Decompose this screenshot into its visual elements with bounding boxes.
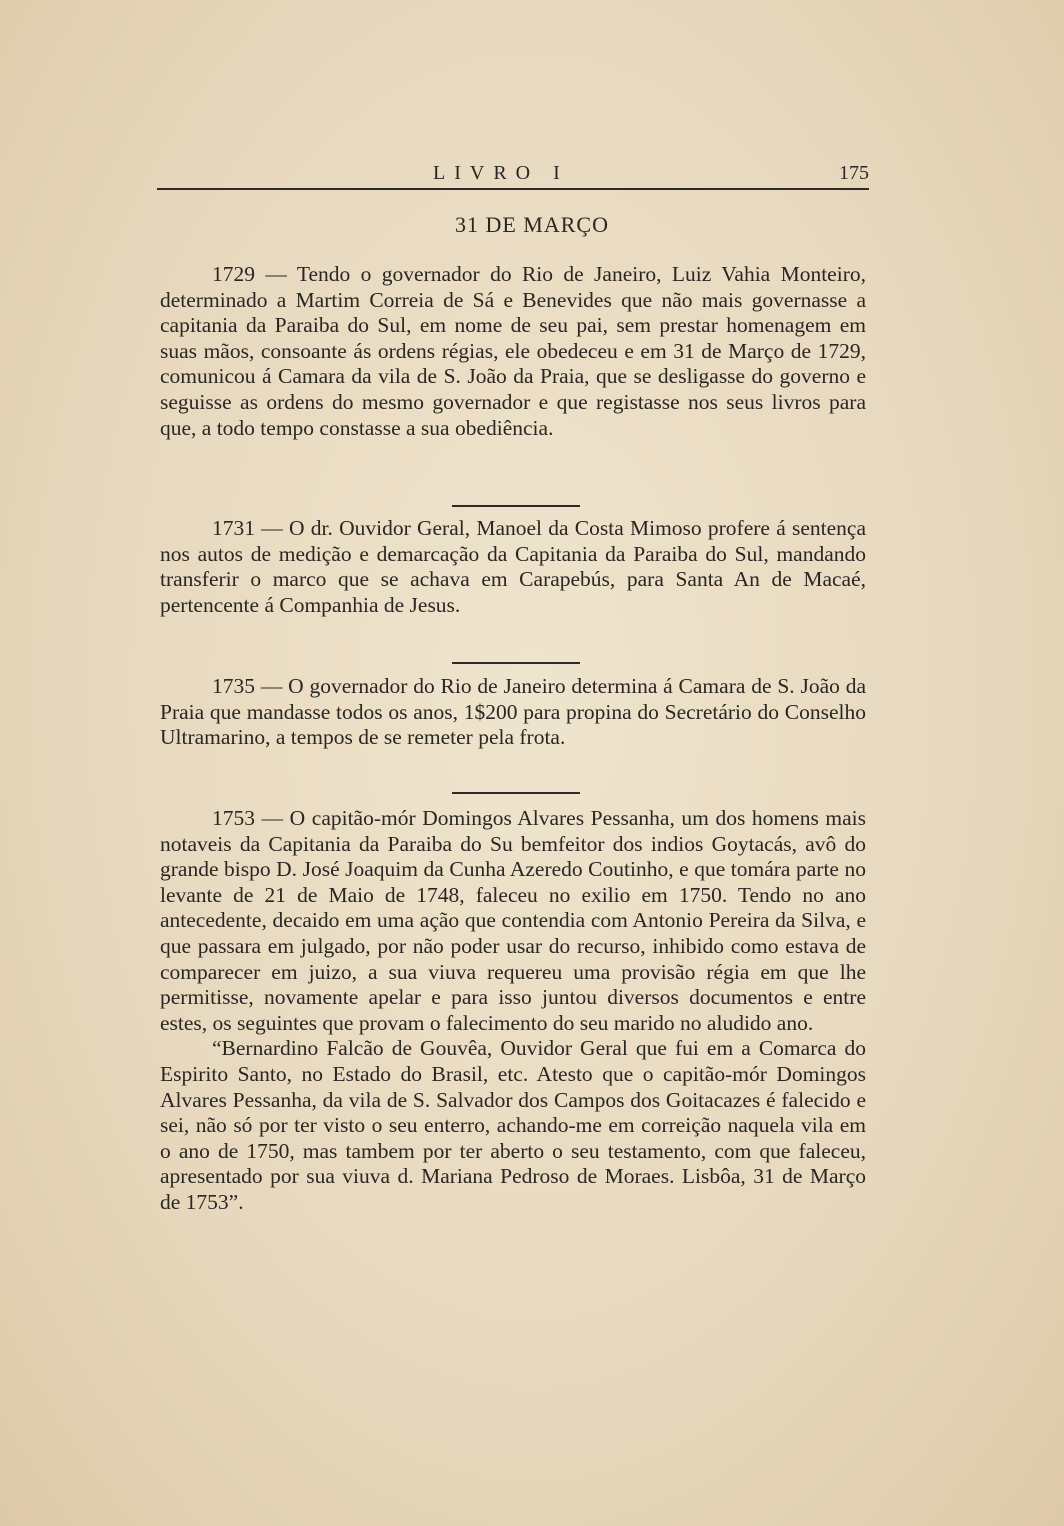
entry-1729 (160, 262, 866, 441)
page-number: 175 (839, 162, 869, 184)
entry-separator (452, 505, 580, 507)
entry-paragraph: 1735 — O governador do Rio de Janeiro determina á Camara de S. João da Praia que mandasse todos os anos, 1$200 para propina do Secretário do Conselho Ultramarino, a tempos de se remeter pela frota. (160, 674, 866, 750)
entry-paragraph: 1729 — Tendo o governador do Rio de Janeiro, Luiz Vahia Monteiro, determinado a Martim Correia de Sá e Benevides que não mais governasse a capitania da Paraiba do Sul, em nome de seu pai, sem prestar homenagem em suas mãos, consoante ás ordens régias, ele obedeceu e em 31 de Março de 1729, comunicou á Camara da vila de S. João da Praia, que se desligasse do governo e seguisse as ordens do mesmo governador e que registasse nos seus livros para que, a todo tempo constasse a sua obediência. (160, 262, 866, 440)
section-title: 31 DE MARÇO (454, 212, 609, 237)
page-header (157, 158, 869, 192)
quoted-certificate: “Bernardino Falcão de Gouvêa, Ouvidor Geral que fui em a Comarca do Espirito Santo, no Estado do Brasil, etc. Atesto que o capitão-mór Domingos Alvares Pessanha, da vila de S. Salvador dos Campos dos Goitacazes é falecido e sei, não só por ter visto o seu enterro, achando-me em correição naquela vila em o ano de 1750, mas tambem por ter aberto o seu testamento, com que faleceu, apresentado por sua viuva d. Mariana Pedroso de Moraes. Lisbôa, 31 de Março de 1753”. (160, 1036, 866, 1214)
entry-1735 (160, 674, 866, 751)
entry-1731 (160, 516, 866, 618)
entry-1753 (160, 806, 866, 1216)
entry-paragraph: 1753 — O capitão-mór Domingos Alvares Pessanha, um dos homens mais notaveis da Capitania da Paraiba do Su bemfeitor dos indios Goytacás, avô do grande bispo D. José Joaquim da Cunha Azeredo Coutinho, e que tomára parte no levante de 21 de Maio de 1748, faleceu no exilio em 1750. Tendo no ano antecedente, decaido em uma ação que contendia com Antonio Pereira da Silva, e que passara em julgado, por não poder usar do recurso, inhibido como estava de comparecer em juizo, a sua viuva requereu uma provisão régia em que lhe permitisse, novamente apelar e para isso juntou diversos documentos e entre estes, os seguintes que provam o falecimento do seu marido no aludido ano. (160, 806, 866, 1035)
entry-separator (452, 662, 580, 664)
entry-separator (452, 792, 580, 794)
running-head: LIVRO I (433, 162, 569, 184)
entry-paragraph: 1731 — O dr. Ouvidor Geral, Manoel da Costa Mimoso profere á sentença nos autos de medição e demarcação da Capitania da Paraiba do Sul, mandando transferir o marco que se achava em Carapebús, para Santa An de Macaé, pertencente á Companhia de Jesus. (160, 516, 866, 617)
header-rule (157, 188, 869, 190)
